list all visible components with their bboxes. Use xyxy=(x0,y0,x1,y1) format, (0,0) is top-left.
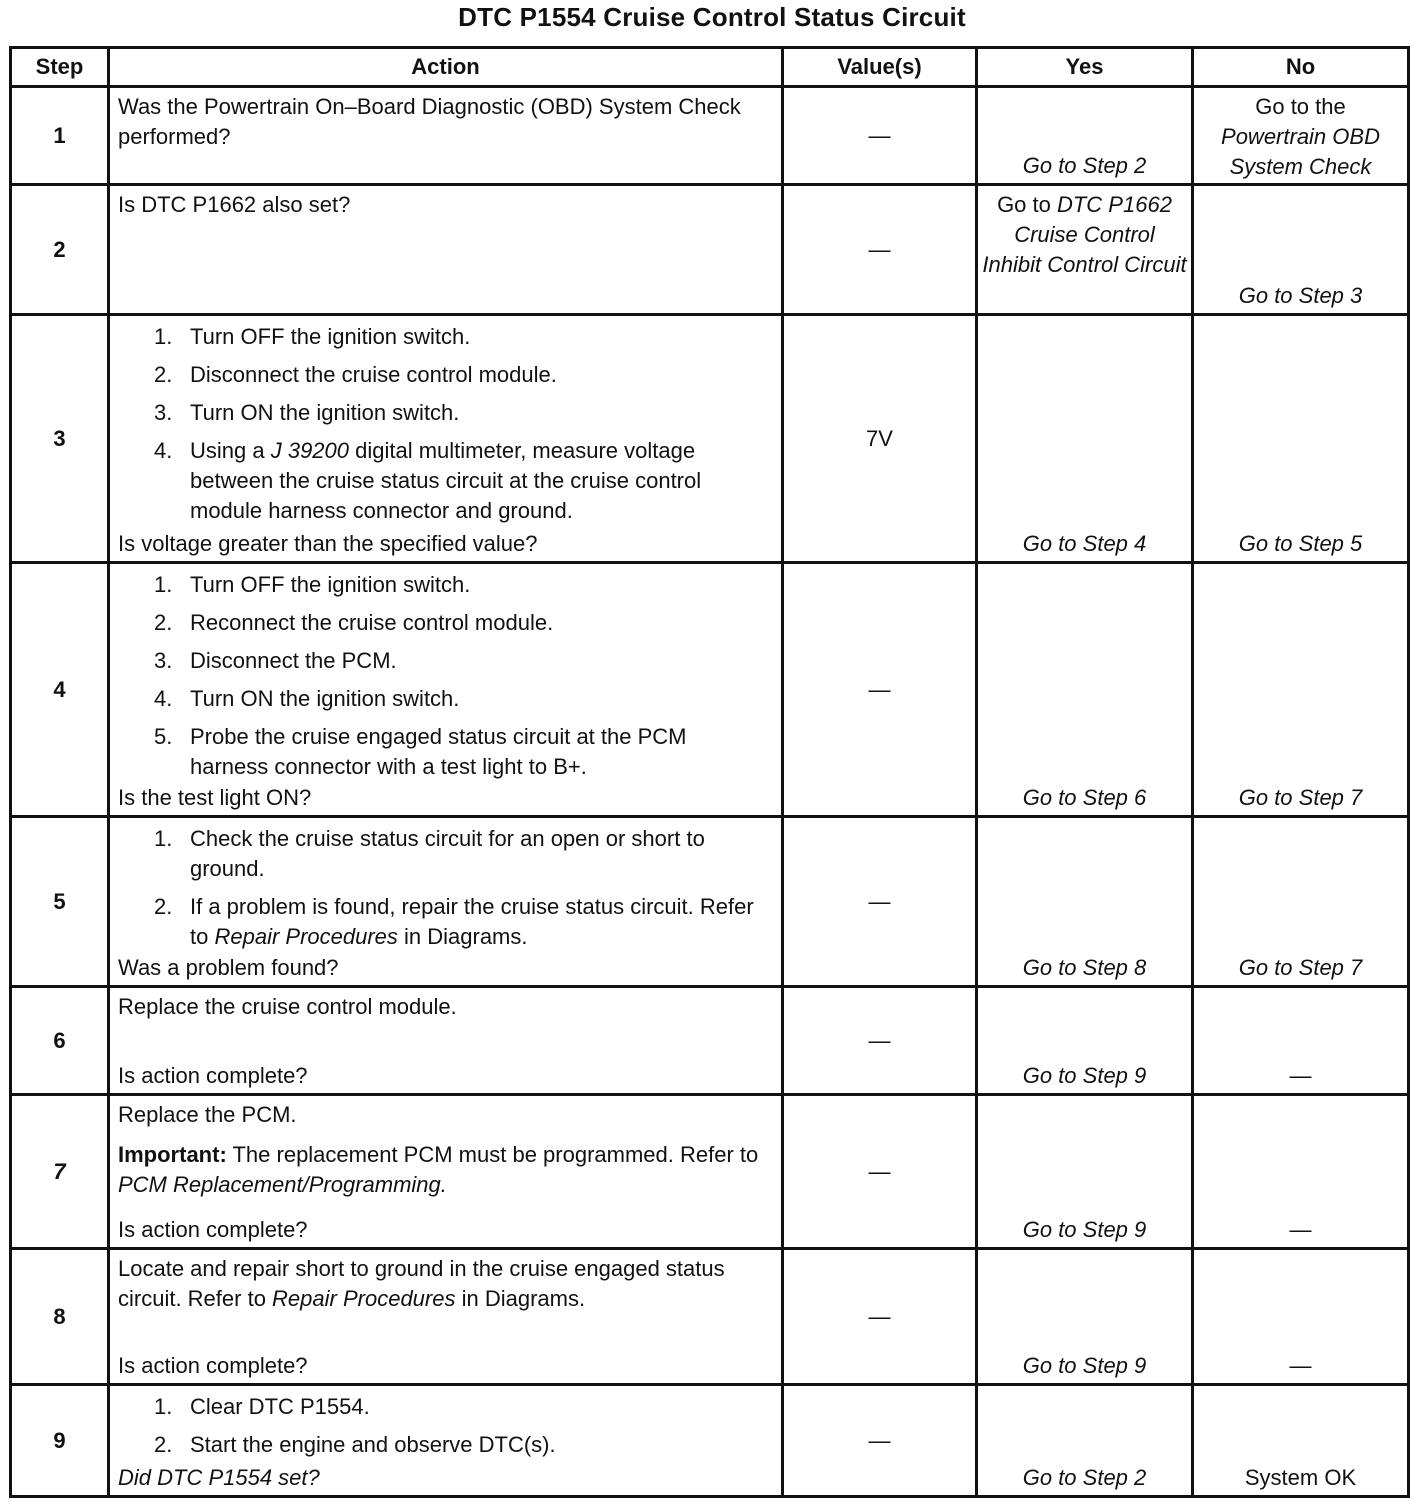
table-row xyxy=(11,87,1409,185)
yes-cell xyxy=(977,987,1193,1095)
step-list xyxy=(118,824,773,952)
important-link: PCM Replacement/Programming. xyxy=(118,1172,447,1197)
yes-text: Go to Step 9 xyxy=(1022,1217,1147,1242)
action-question: Is action complete? xyxy=(118,1217,308,1242)
action-text: Replace the PCM. xyxy=(118,1102,297,1127)
value-cell: 7V xyxy=(783,315,977,563)
action-question: Did DTC P1554 set? xyxy=(118,1465,320,1490)
action-cell xyxy=(109,315,783,563)
table-row xyxy=(11,315,1409,563)
header-no: No xyxy=(1193,48,1409,87)
list-item: 1. Check the cruise status circuit for an open or short to ground. xyxy=(154,826,705,881)
list-item: 5. Probe the cruise engaged status circuit at the PCM harness connector with a test light to B+. xyxy=(154,724,687,779)
no-cell xyxy=(1193,817,1409,987)
action-cell xyxy=(109,563,783,817)
action-question: Is action complete? xyxy=(118,1353,308,1378)
step-number: 7 xyxy=(11,1095,109,1249)
value-cell: — xyxy=(783,817,977,987)
no-text: — xyxy=(1289,1063,1312,1088)
important-note xyxy=(118,1140,773,1200)
step-number: 4 xyxy=(11,563,109,817)
action-cell xyxy=(109,1249,783,1385)
list-item: 3. Disconnect the PCM. xyxy=(154,648,397,673)
step-list xyxy=(118,1392,773,1460)
table-row xyxy=(11,817,1409,987)
value-cell: — xyxy=(783,1249,977,1385)
header-values: Value(s) xyxy=(783,48,977,87)
important-label: Important: xyxy=(118,1142,227,1167)
yes-text: Go to Step 9 xyxy=(1022,1353,1147,1378)
step-number: 5 xyxy=(11,817,109,987)
yes-cell xyxy=(977,1249,1193,1385)
yes-text: Go to xyxy=(997,192,1057,217)
list-item: 4. Using a J 39200 digital multimeter, measure voltage between the cruise status circuit at the cruise control module harness connector and ground. xyxy=(154,438,702,523)
no-text: Go to Step 7 xyxy=(1238,785,1363,810)
value-cell: — xyxy=(783,87,977,185)
step-number: 9 xyxy=(11,1385,109,1497)
important-text: The replacement PCM must be programmed. Refer to xyxy=(226,1142,759,1167)
yes-text: Go to Step 9 xyxy=(1022,1063,1147,1088)
step-number: 1 xyxy=(11,87,109,185)
value-cell: — xyxy=(783,185,977,315)
yes-cell xyxy=(977,1095,1193,1249)
action-text: Replace the cruise control module. xyxy=(118,994,457,1019)
diagnostic-table xyxy=(9,46,1410,1498)
header-step: Step xyxy=(11,48,109,87)
no-cell xyxy=(1193,563,1409,817)
yes-text: Go to Step 6 xyxy=(1022,785,1147,810)
table-row xyxy=(11,185,1409,315)
action-question: Is the test light ON? xyxy=(118,785,312,810)
table-row xyxy=(11,563,1409,817)
action-cell xyxy=(109,87,783,185)
action-cell xyxy=(109,185,783,315)
list-item: 1. Turn OFF the ignition switch. xyxy=(154,572,471,597)
action-question: Is action complete? xyxy=(118,1063,308,1088)
header-yes: Yes xyxy=(977,48,1193,87)
no-text: — xyxy=(1289,1217,1312,1242)
table-row xyxy=(11,1095,1409,1249)
action-text: Locate and repair short to ground in the cruise engaged status circuit. Refer to Repair Procedures in Diagrams. xyxy=(118,1256,725,1311)
no-cell xyxy=(1193,185,1409,315)
step-number: 6 xyxy=(11,987,109,1095)
table-row xyxy=(11,1249,1409,1385)
no-cell xyxy=(1193,315,1409,563)
value-cell: — xyxy=(783,563,977,817)
no-text: Go to Step 3 xyxy=(1238,283,1363,308)
table-header-row xyxy=(11,48,1409,87)
list-item: 2. Start the engine and observe DTC(s). xyxy=(154,1432,556,1457)
step-list xyxy=(118,322,773,526)
action-question: Is voltage greater than the specified value? xyxy=(118,531,538,556)
list-item: 2. If a problem is found, repair the cruise status circuit. Refer to Repair Procedures in Diagrams. xyxy=(154,894,754,949)
action-cell xyxy=(109,1095,783,1249)
yes-text: Go to Step 2 xyxy=(1022,1465,1147,1490)
header-action: Action xyxy=(109,48,783,87)
action-cell xyxy=(109,1385,783,1497)
yes-cell xyxy=(977,315,1193,563)
document-title: DTC P1554 Cruise Control Status Circuit xyxy=(458,2,966,32)
yes-link-text: DTC P1662 Cruise Control Inhibit Control Circuit xyxy=(982,192,1187,277)
list-item: 1. Turn OFF the ignition switch. xyxy=(154,324,471,349)
yes-cell xyxy=(977,185,1193,315)
no-text: Go to Step 7 xyxy=(1238,955,1363,980)
no-cell xyxy=(1193,87,1409,185)
no-cell xyxy=(1193,1249,1409,1385)
list-item: 1. Clear DTC P1554. xyxy=(154,1394,370,1419)
no-text: System OK xyxy=(1244,1465,1357,1490)
step-number: 2 xyxy=(11,185,109,315)
action-cell xyxy=(109,817,783,987)
yes-cell xyxy=(977,1385,1193,1497)
value-cell: — xyxy=(783,1385,977,1497)
action-cell xyxy=(109,987,783,1095)
table-row xyxy=(11,1385,1409,1497)
no-text: Go to Step 5 xyxy=(1238,531,1363,556)
no-cell xyxy=(1193,987,1409,1095)
step-number: 3 xyxy=(11,315,109,563)
action-question: Was a problem found? xyxy=(118,955,339,980)
no-cell xyxy=(1193,1095,1409,1249)
value-cell: — xyxy=(783,1095,977,1249)
no-link-text: Powertrain OBD System Check xyxy=(1221,124,1380,179)
list-item: 2. Reconnect the cruise control module. xyxy=(154,610,554,635)
list-item: 2. Disconnect the cruise control module. xyxy=(154,362,557,387)
no-text: — xyxy=(1289,1353,1312,1378)
action-text: Is DTC P1662 also set? xyxy=(118,192,351,217)
value-cell: — xyxy=(783,987,977,1095)
no-text: Go to the xyxy=(1255,94,1346,119)
yes-text: Go to Step 4 xyxy=(1022,531,1147,556)
step-list xyxy=(118,570,773,782)
step-number: 8 xyxy=(11,1249,109,1385)
no-cell xyxy=(1193,1385,1409,1497)
action-text: Was the Powertrain On–Board Diagnostic (OBD) System Check performed? xyxy=(118,94,741,149)
yes-cell xyxy=(977,817,1193,987)
yes-cell xyxy=(977,87,1193,185)
list-item: 4. Turn ON the ignition switch. xyxy=(154,686,460,711)
yes-text: Go to Step 8 xyxy=(1022,955,1147,980)
list-item: 3. Turn ON the ignition switch. xyxy=(154,400,460,425)
table-row xyxy=(11,987,1409,1095)
yes-cell xyxy=(977,563,1193,817)
yes-text: Go to Step 2 xyxy=(1022,153,1147,178)
